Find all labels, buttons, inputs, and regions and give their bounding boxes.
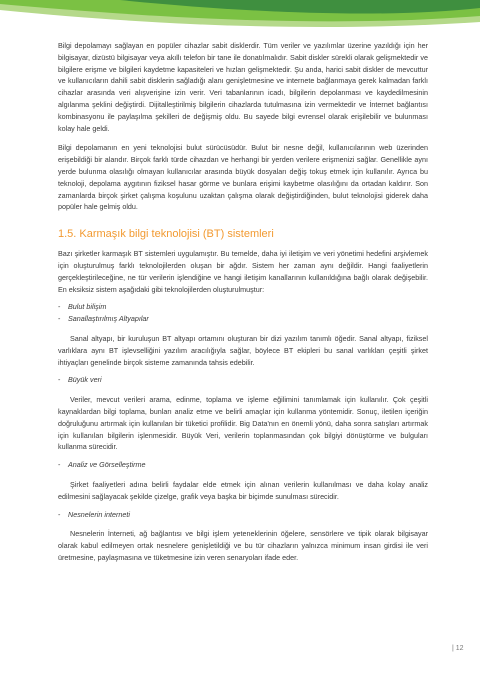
bullet-list-4: [58, 509, 428, 521]
paragraph-virtual-infrastructure: Sanal altyapı, bir kuruluşun BT altyapı ortamını oluşturan bir dizi yazılım tanımlı öğedir. Sanal altyapı, fiziksel varlıklara aynı BT işlevselliğini yazılım aracılığıyla sağlar, böylece BT ekipleri bu sanal varlıkları çeşitli şirket ihtiyaçları genelinde birçok sisteme zamanında tahsis edebilir.: [58, 333, 428, 367]
bullet-list-3: [58, 459, 428, 471]
paragraph-big-data: Veriler, mevcut verileri arama, edinme, toplama ve işleme eğilimini tanımlamak için kullanılır. Çok çeşitli kaynaklardan bilgi toplama, bunları analiz etme ve belirli amaçlar için kullanma yöntemidir. Sonuç, iletilen içeriğin doğruluğunu artırmak için kullanılan bir tüketici profilidir. Big Data'nın en önemli yönü, daha sonra satışları artırmak için kullanılan bilgilerin işlenmesidir. Büyük Veri, verilerin toplanmasından çok bilgiyi dönüştürme ve bulguları kullanma sürecidir.: [58, 395, 428, 452]
list-item: - Büyük veri: [58, 374, 428, 386]
paragraph-iot: Nesnelerin İnterneti, ağ bağlantısı ve bilgi işlem yeteneklerinin öğelere, sensörlere ve tipik olarak bilgisayar olarak kabul edilmeyen ortak nesnelere genişletildiği ve bu tür cihazların yalnızca minimum insan girdisi ile veri üretmesine, paylaşmasına ve tüketmesine izin veren senaryoları ifade eder.: [58, 529, 428, 562]
green-header-banner: [0, 0, 480, 34]
paragraph-analysis: Şirket faaliyetleri adına belirli faydalar elde etmek için alınan verilerin kullanılması ve daha kolay analiz edilmesini sağlayacak şekilde çizelge, grafik veya başka bir biçimde sunulması sürecidir.: [58, 479, 428, 501]
bullet-list-2: [58, 374, 428, 386]
page-content: [58, 40, 428, 564]
paragraph-cloud-drive: Bilgi depolamanın en yeni teknolojisi bulut sürücüsüdür. Bulut bir nesne değil, kullanıcılarının web üzerinden erişebildiği bir alandır. Birçok farklı türde cihazdan ve herhangi bir yerden verilere erişmenizi sağlar. Genellikle aynı yerde bulunma olasılığı olmayan kullanıcılar arasında büyük dosyaları değiş tokuş etmek için kullanılır. Ayrıca bu teknoloji, depolama aygıtının fiziksel hasar görme ve bunlara erişimi kaybetme olasılığını da ortadan kaldırır. Son zamanlarda birçok şirket çalışma koşulunu uzaktan çalışma olarak değiştirdiğinden, bulut teknolojisi giderek daha popüler hale gelmiş oldu.: [58, 143, 428, 212]
list-item: - Analiz ve Görselleştirme: [58, 459, 428, 471]
paragraph-intro: Bazı şirketler karmaşık BT sistemleri uygulamıştır. Bu temelde, daha iyi iletişim ve veri yönetimi hedefini arşivlemek için oluşturulmuş farklı teknolojilerden oluşan bir ağdır. Sistem her zaman aynı değildir. Hangi faaliyetlerin gerçekleştirileceğine, ne tür verilerin işlendiğine ve hangi iletişim kanallarının kullanıldığına bağlı olarak değişebilir. En eksiksiz sistem aşağıdaki gibi teknolojilerden oluşturulmuştur:: [58, 249, 428, 294]
list-item: - Nesnelerin interneti: [58, 509, 428, 521]
section-title: 1.5. Karmaşık bilgi teknolojisi (BT) sistemleri: [58, 228, 274, 241]
page-number: | 12: [452, 645, 464, 652]
paragraph-hard-disks: Bilgi depolamayı sağlayan en popüler cihazlar sabit disklerdir. Tüm veriler ve yazılımlar üzerine yazıldığı için her bilgisayar, dizüstü bilgisayar veya akıllı telefon bir tane ile donatılmalıdır. Sabit diskler sürekli olarak gelişmektedir ve bilgilere erişme ve bilgileri kaydetme kapasiteleri ve hızları gelişmektedir. Şu anda, harici sabit diskler de mevcuttur ve kullanıcıların dahili sabit disklerin sağladığı alanı genişletmesine ve internete bağlanmaya gerek kalmadan farklı cihazlar arasında veri alışverişine izin verir. Veri tabanlarının icadı, bilgilerin depolanması ve kaydedilmesinin algılanma şeklini değiştirdi. Dijitalleştirilmiş bilgilerin cihazlarda tutulmasına izin vermektedir ve İnternet bağlantısı kombinasyonu ile paylaşılma şekilleri de değişmiş oldu. Bu sayede bilgi evrensel olarak erişilebilir ve bulunması kolay hale geldi.: [58, 41, 428, 133]
list-item: - Bulut bilişim: [58, 301, 428, 313]
list-item: - Sanallaştırılmış Altyapılar: [58, 313, 428, 325]
bullet-list-1: [58, 301, 428, 325]
